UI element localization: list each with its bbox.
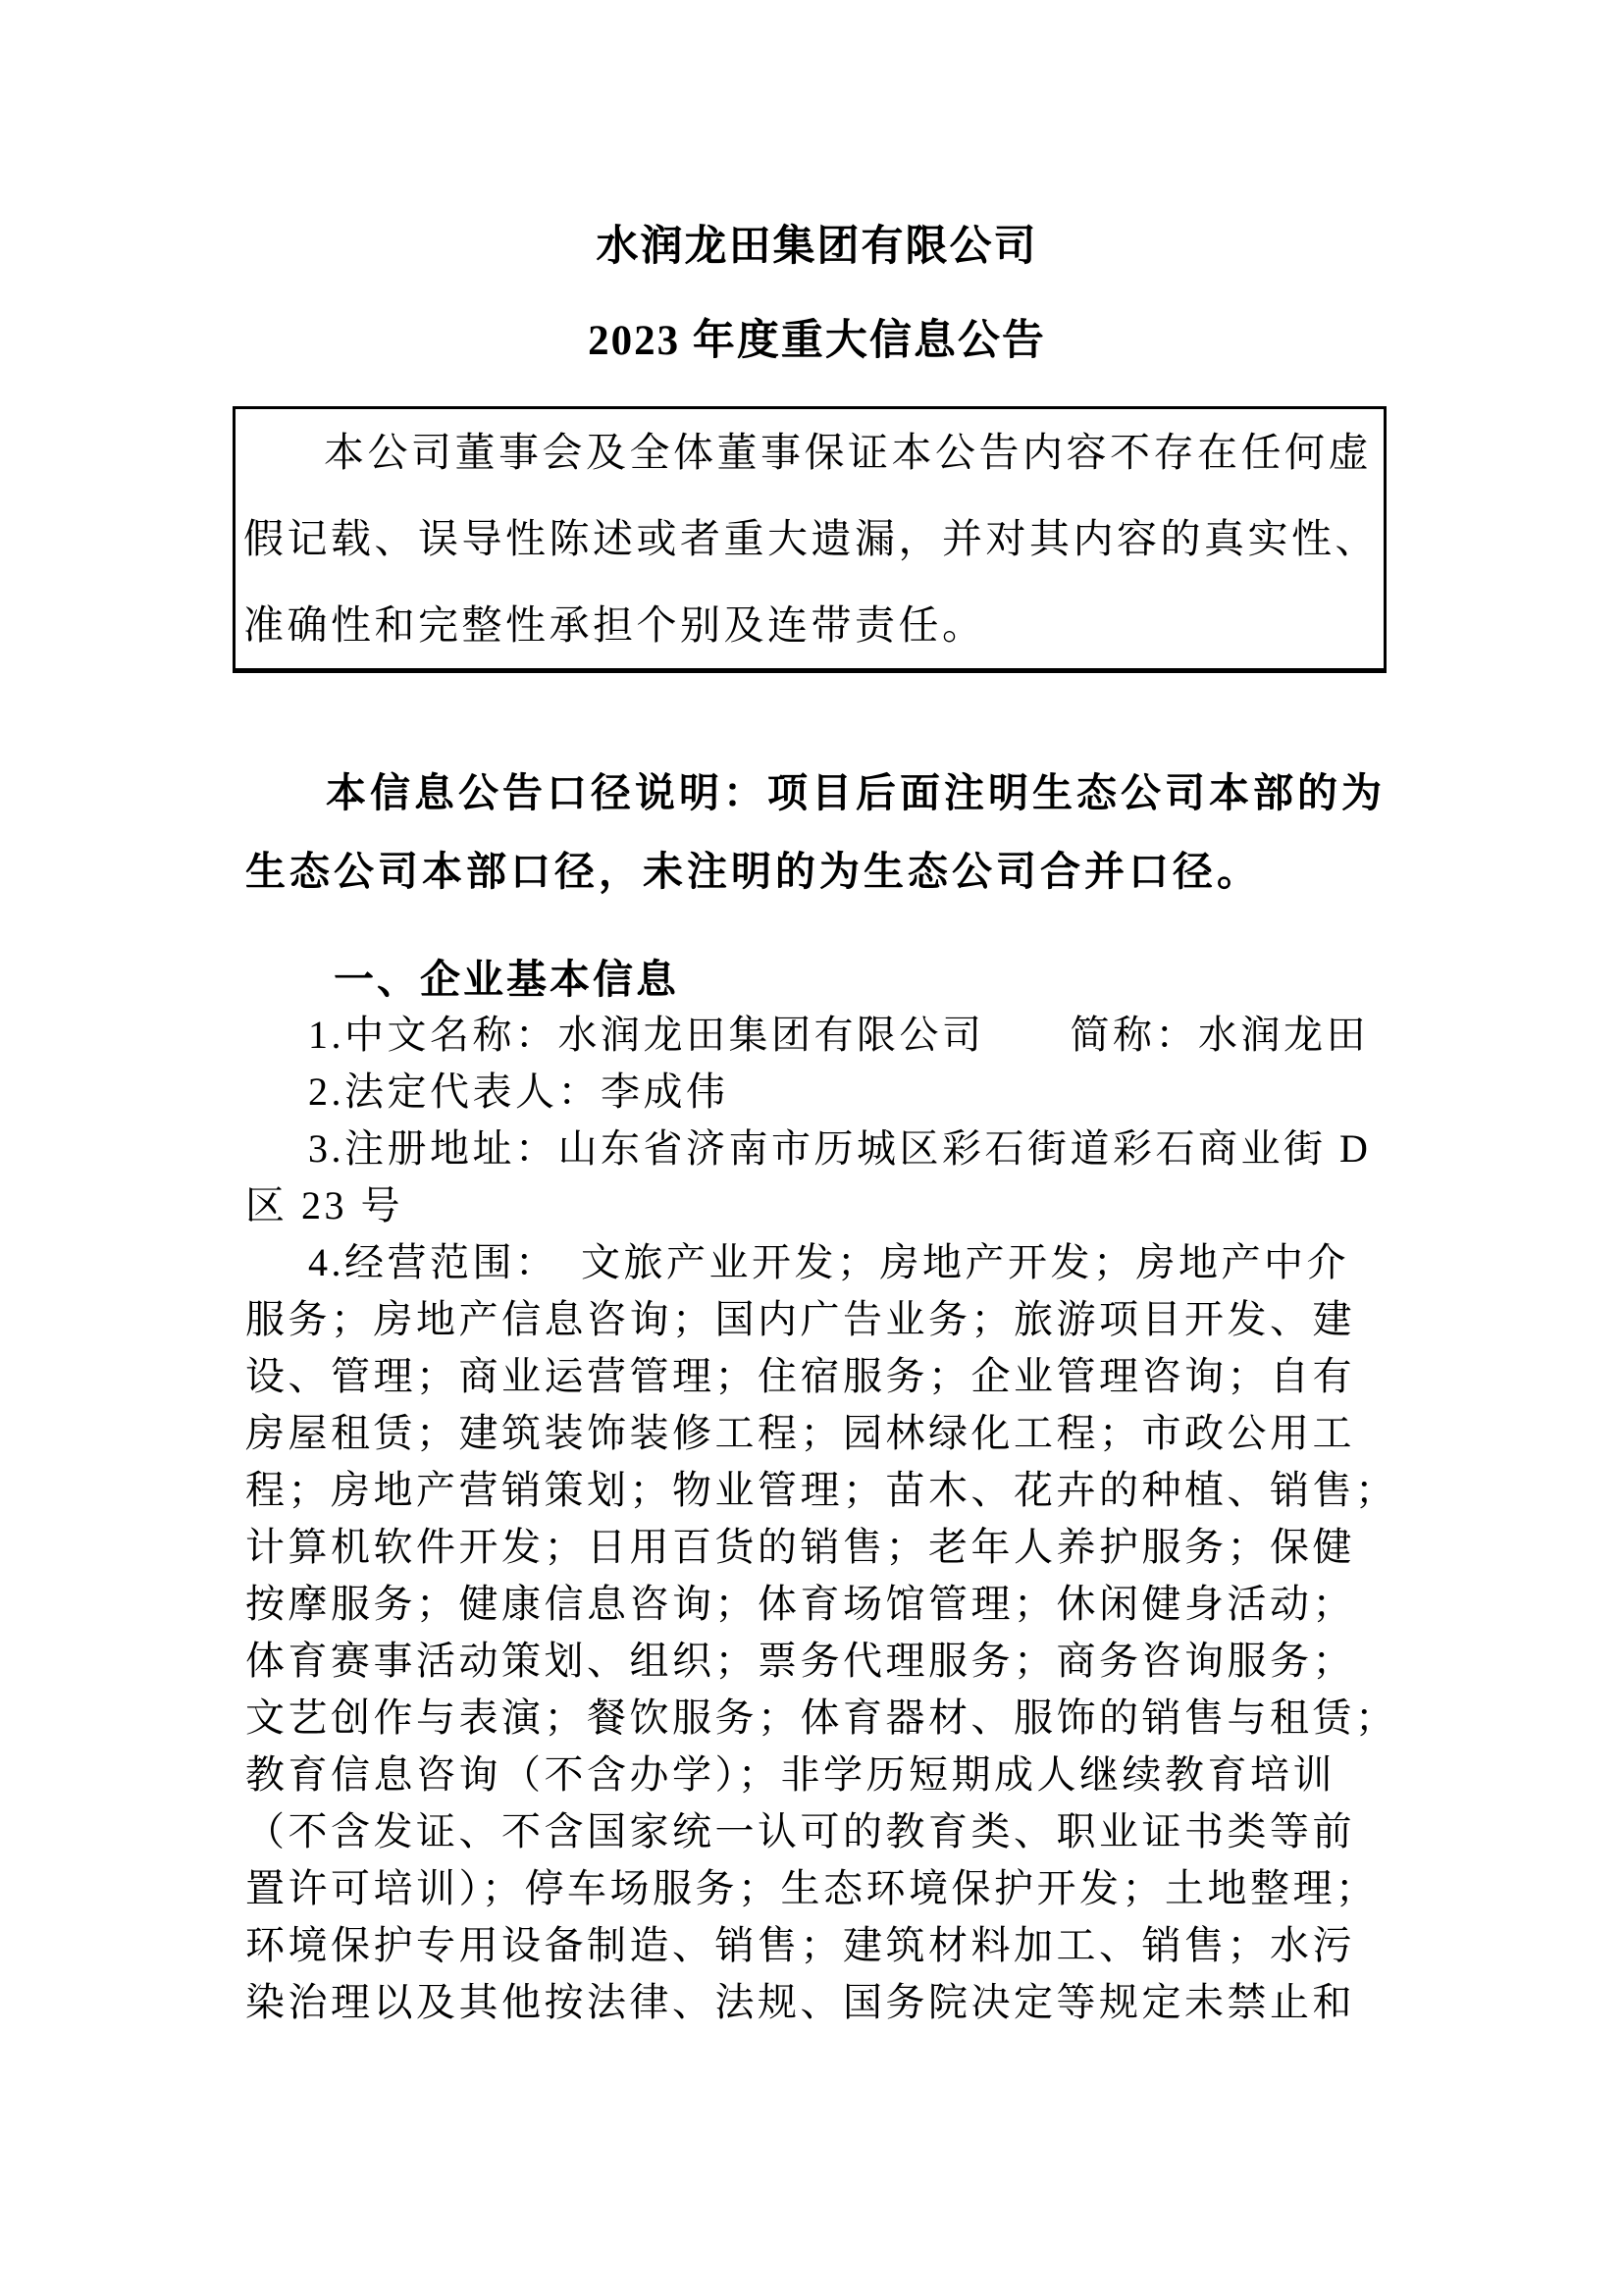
text-line: 假记载、误导性陈述或者重大遗漏，并对其内容的真实性、 <box>243 516 1379 561</box>
text-line: 教育信息咨询（不含办学）；非学历短期成人继续教育培训 <box>245 1752 1336 1797</box>
text-line: 文艺创作与表演；餐饮服务；体育器材、服饰的销售与租赁； <box>245 1695 1398 1740</box>
section-body-basic-info <box>245 1007 1433 2031</box>
text-line: 房屋租赁；建筑装饰装修工程；园林绿化工程；市政公用工 <box>245 1411 1355 1455</box>
text-line: 染治理以及其他按法律、法规、国务院决定等规定未禁止和 <box>245 1980 1355 2024</box>
disclaimer-text <box>243 409 1379 668</box>
text-line: 本信息公告口径说明：项目后面注明生态公司本部的为 <box>326 770 1386 815</box>
section-heading-basic-info: 一、企业基本信息 <box>334 957 679 1002</box>
text-line: 本公司董事会及全体董事保证本公告内容不存在任何虚 <box>324 430 1372 475</box>
text-line: 计算机软件开发；日用百货的销售；老年人养护服务；保健 <box>245 1525 1355 1569</box>
text-line: 置许可培训）；停车场服务；生态环境保护开发；土地整理； <box>245 1866 1379 1910</box>
text-line: 体育赛事活动策划、组织；票务代理服务；商务咨询服务； <box>245 1639 1355 1683</box>
text-line: 生态公司本部口径，未注明的为生态公司合并口径。 <box>245 849 1261 894</box>
text-line: 1.中文名称：水润龙田集团有限公司 简称：水润龙田 <box>308 1013 1369 1057</box>
text-line: （不含发证、不含国家统一认可的教育类、职业证书类等前 <box>245 1809 1355 1853</box>
text-line: 程；房地产营销策划；物业管理；苗木、花卉的种植、销售； <box>245 1468 1398 1512</box>
text-line: 4.经营范围： 文旅产业开发；房地产开发；房地产中介 <box>308 1240 1349 1284</box>
text-line: 按摩服务；健康信息咨询；体育场馆管理；休闲健身活动； <box>245 1582 1355 1626</box>
text-line: 区 23 号 <box>245 1183 403 1227</box>
text-line: 服务；房地产信息咨询；国内广告业务；旅游项目开发、建 <box>245 1297 1355 1341</box>
text-line: 准确性和完整性承担个别及连带责任。 <box>243 602 986 648</box>
text-line: 2.法定代表人：李成伟 <box>308 1069 729 1114</box>
disclaimer-box <box>233 406 1387 673</box>
document-subtitle: 2023 年度重大信息公告 <box>588 318 1046 364</box>
text-line: 设、管理；商业运营管理；住宿服务；企业管理咨询；自有 <box>245 1354 1355 1398</box>
text-line: 3.注册地址：山东省济南市历城区彩石街道彩石商业街 D <box>308 1126 1372 1171</box>
scope-note-paragraph <box>245 754 1398 911</box>
text-line: 环境保护专用设备制造、销售；建筑材料加工、销售；水污 <box>245 1923 1355 1967</box>
document-title: 水润龙田集团有限公司 <box>596 224 1038 270</box>
